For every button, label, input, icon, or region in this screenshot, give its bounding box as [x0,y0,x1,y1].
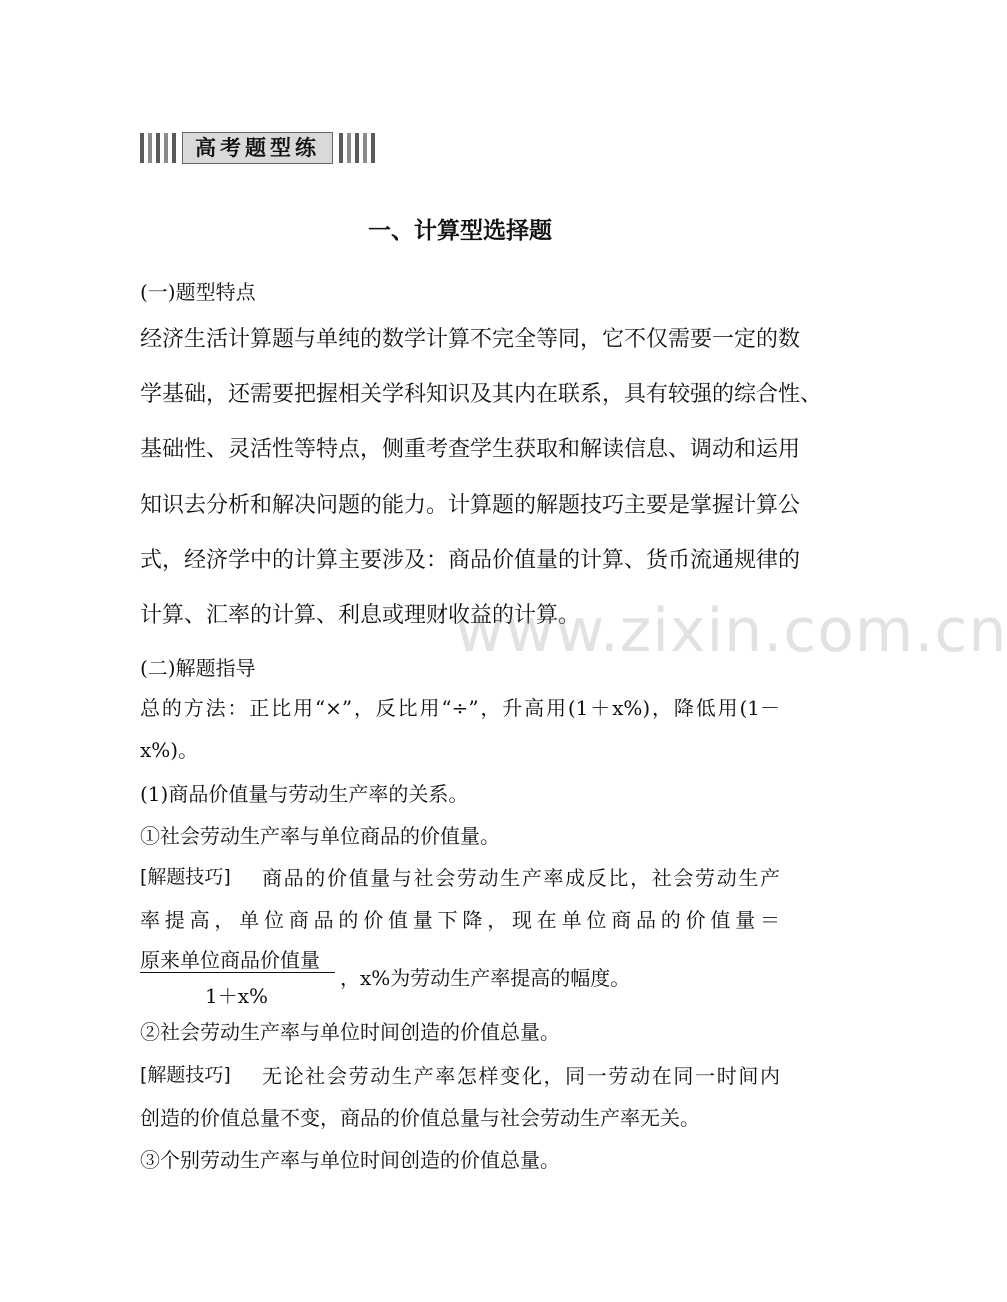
banner-title: 高考题型练 [182,132,333,164]
watermark: www.zixin.com.cn [455,596,1007,666]
part1-line-3: 基础性、灵活性等特点，侧重考查学生获取和解读信息、调动和运用 [140,437,801,462]
item-1a: ①社会劳动生产率与单位商品的价值量。 [140,824,500,848]
part1-line-6: 计算、汇率的计算、利息或理财收益的计算。 [140,603,581,628]
fraction-tail-text: ，x%为劳动生产率提高的幅度。 [340,966,631,990]
banner-bars-right [339,133,375,163]
part1-line-2: 学基础，还需要把握相关学科知识及其内在联系，具有较强的综合性、 [140,382,823,407]
section-title: 一、计算型选择题 [368,218,552,244]
item-1-heading: (1)商品价值量与劳动生产率的关系。 [140,782,469,806]
item-1c: ③个别劳动生产率与单位时间创造的价值总量。 [140,1148,560,1172]
part1-heading: (一)题型特点 [140,280,256,304]
fraction-bar [140,972,335,973]
method-line-1: 总的方法：正比用“×”，反比用“÷”，升高用(1＋x%)，降低用(1－ [140,696,780,720]
fraction-numerator: 原来单位商品价值量 [140,948,320,972]
part1-line-1: 经济生活计算题与单纯的数学计算不完全等同，它不仅需要一定的数 [140,327,801,352]
tip-label-2: [解题技巧] [140,1064,231,1086]
section-banner [140,132,375,164]
method-line-2: x%)。 [140,738,199,762]
fraction-denominator: 1＋x% [205,984,269,1008]
tip1-line-1: 商品的价值量与社会劳动生产率成反比，社会劳动生产 [262,866,780,890]
part2-heading: (二)解题指导 [140,656,256,680]
tip-label-1: [解题技巧] [140,866,231,888]
part1-line-4: 知识去分析和解决问题的能力。计算题的解题技巧主要是掌握计算公 [140,493,801,518]
item-1b: ②社会劳动生产率与单位时间创造的价值总量。 [140,1020,560,1044]
tip2-line-1: 无论社会劳动生产率怎样变化，同一劳动在同一时间内 [262,1064,780,1088]
part1-line-5: 式，经济学中的计算主要涉及：商品价值量的计算、货币流通规律的 [140,548,801,573]
banner-bars-left [140,133,176,163]
tip2-line-2: 创造的价值总量不变，商品的价值总量与社会劳动生产率无关。 [140,1106,700,1130]
tip1-line-2: 率提高，单位商品的价值量下降，现在单位商品的价值量＝ [140,908,780,932]
